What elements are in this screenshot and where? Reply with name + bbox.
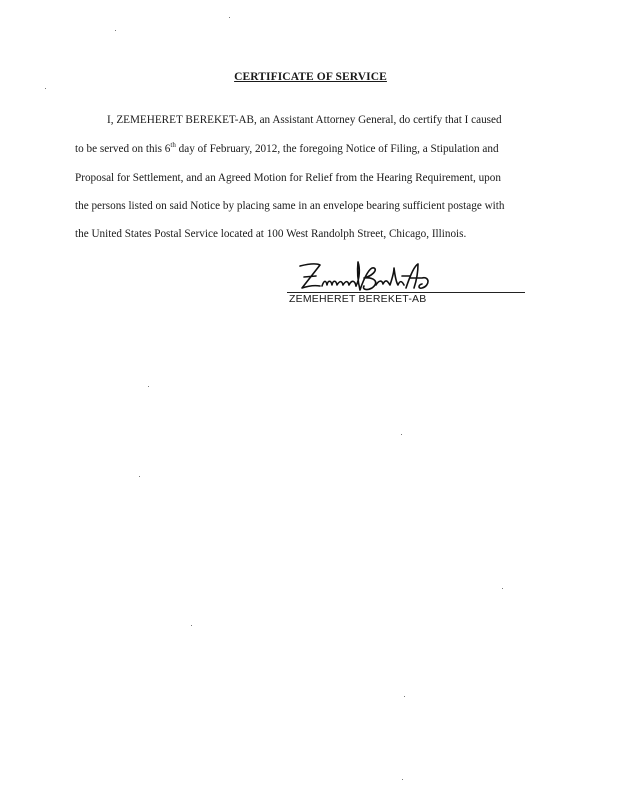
scan-speck bbox=[404, 696, 405, 697]
paragraph-line-3: Proposal for Settlement, and an Agreed Motion for Relief from the Hearing Requirement, upon bbox=[75, 172, 501, 184]
scan-speck bbox=[139, 476, 140, 477]
document-title: CERTIFICATE OF SERVICE bbox=[234, 71, 387, 83]
scan-speck bbox=[45, 88, 46, 89]
scan-speck bbox=[402, 779, 403, 780]
scan-speck bbox=[401, 434, 402, 435]
ordinal-superscript: th bbox=[170, 141, 176, 149]
paragraph-line-2-start: to be served on this 6 bbox=[75, 143, 171, 155]
paragraph-line-2 bbox=[75, 142, 499, 156]
signer-name: ZEMEHERET BEREKET-AB bbox=[289, 293, 427, 305]
scan-speck bbox=[115, 30, 116, 31]
scan-speck bbox=[229, 17, 230, 18]
paragraph-line-4: the persons listed on said Notice by placing same in an envelope bearing sufficient postage with bbox=[75, 200, 505, 212]
paragraph-line-2-end: day of February, 2012, the foregoing Notice of Filing, a Stipulation and bbox=[175, 143, 499, 155]
scan-speck bbox=[148, 386, 149, 387]
paragraph-line-1: I, ZEMEHERET BEREKET-AB, an Assistant Attorney General, do certify that I caused bbox=[107, 114, 502, 126]
scan-speck bbox=[191, 625, 192, 626]
scan-speck bbox=[502, 588, 503, 589]
paragraph-line-5: the United States Postal Service located at 100 West Randolph Street, Chicago, Illinois. bbox=[75, 228, 467, 240]
